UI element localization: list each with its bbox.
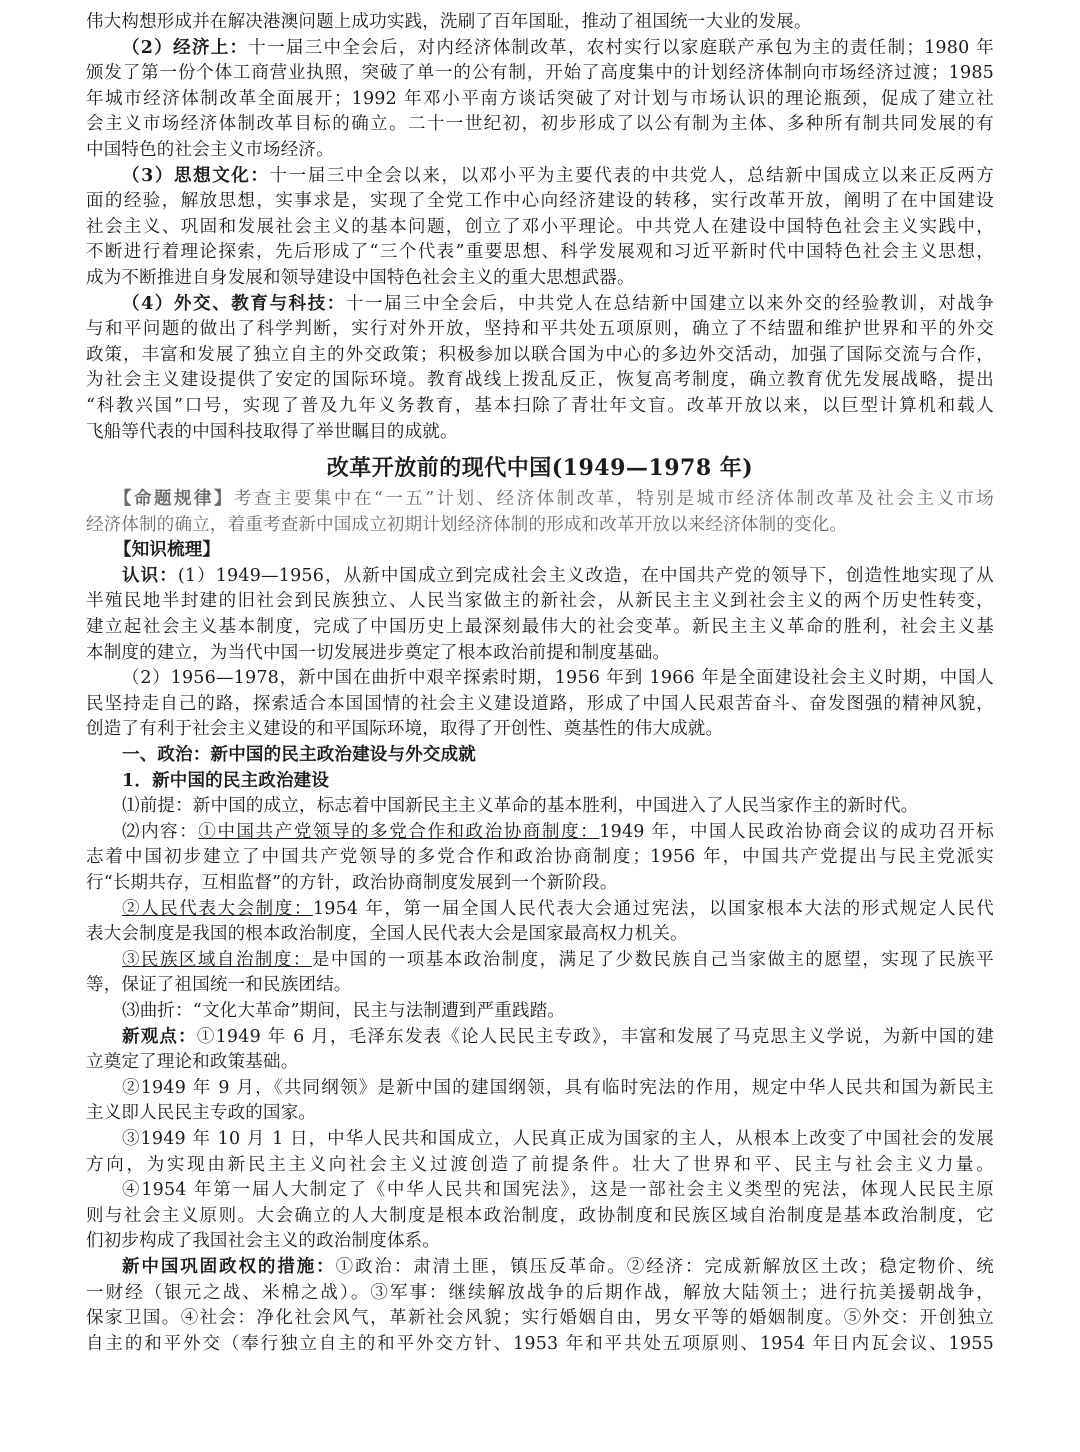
paragraph-line: 方向，为实现由新民主主义向社会主义过渡创造了前提条件。壮大了世界和平、民主与社会主义力量。	[86, 1154, 994, 1175]
renshi-paragraph: 认识：(1）1949—1956，从新中国成立到完成社会主义改造，在中国共产党的领导下，创造性地实现了从	[122, 565, 994, 586]
paragraph-line: 行“长期共存，互相监督”的方针，政治协商制度发展到一个新阶段。	[86, 873, 618, 893]
paragraph-line: 为社会主义建设提供了安定的国际环境。教育战线上拨乱反正，恢复高考制度，确立教育优先发展战略，提出	[86, 370, 994, 391]
paragraph-line: 飞船等代表的中国科技取得了举世瞩目的成就。	[86, 421, 458, 442]
paragraph-line: 年城市经济体制改革全面展开；1992 年邓小平南方谈话突破了对计划与市场认识的理论瓶颈，促成了建立社	[86, 88, 994, 109]
qianti-line: ⑴前提：新中国的成立，标志着中国新民主主义革命的基本胜利，中国进入了人民当家作主的新时代。	[122, 796, 919, 817]
paragraph-line: 自主的和平外交（奉行独立自主的和平外交方针、1953 年和平共处五项原则、1954 年日内瓦会议、1955	[86, 1333, 994, 1354]
paragraph-line: 中国特色的社会主义市场经济。	[86, 139, 334, 160]
paragraph-line: 颁发了第一份个体工商营业执照，突破了单一的公有制，开始了高度集中的计划经济体制向市场经济过渡；1985	[86, 63, 994, 84]
cppcc-system-label: ①中国共产党领导的多党合作和政治协商制度：	[198, 821, 600, 842]
paragraph-line: 则与社会主义原则。大会确立的人大制度是根本政治制度，政协制度和民族区域自治制度是基本政治制度，它	[86, 1205, 994, 1226]
neirong-paragraph: ⑵内容：①中国共产党领导的多党合作和政治协商制度：1949 年，中国人民政治协商会议的成功召开标	[122, 821, 994, 842]
minzu-paragraph: ③民族区域自治制度：是中国的一项基本政治制度，满足了少数民族自己当家做主的愿望，实现了民族平	[122, 949, 994, 970]
zhishi-label: 【知识梳理】	[114, 540, 221, 561]
ethnic-autonomy-label: ③民族区域自治制度：	[122, 949, 312, 970]
economy-paragraph: （2）经济上：十一届三中全会后，对内经济体制改革，农村实行以家庭联产承包为主的责任制；1980 年	[122, 37, 994, 58]
paragraph-line: 面的经验，解放思想，实事求是，实现了全党工作中心向经济建设的转移，实行改革开放，阐明了在中国建设	[86, 191, 994, 212]
paragraph-line: 会主义市场经济体制改革目标的确立。二十一世纪初，初步形成了以公有制为主体、多种所有制共同发展的有	[86, 114, 994, 135]
paragraph-line: 创造了有利于社会主义建设的和平国际环境，取得了开创性、奠基性的伟大成就。	[86, 719, 724, 740]
paragraph-line: 伟大构想形成并在解决港澳问题上成功实践，洗刷了百年国耻，推动了祖国统一大业的发展。	[86, 12, 812, 32]
xinguandian-label: 新观点：	[122, 1026, 197, 1047]
paragraph-line: 社会主义、巩固和发展社会主义的基本问题，创立了邓小平理论。中共党人在建设中国特色社会主义实践中，	[86, 216, 994, 237]
mingti-paragraph: 【命题规律】考查主要集中在“一五”计划、经济体制改革，特别是城市经济体制改革及社会主义市场	[114, 489, 994, 510]
heading-politics: 一、政治：新中国的民主政治建设与外交成就	[122, 745, 476, 766]
economy-label: （2）经济上：	[122, 37, 249, 58]
npc-system-label: ②人民代表大会制度：	[122, 898, 313, 919]
paragraph-line: 不断进行着理论探索，先后形成了“三个代表”重要思想、科学发展观和习近平新时代中国特色社会主义思想，	[86, 242, 994, 263]
paragraph-line: 保家卫国。④社会：净化社会风气，革新社会风貌；实行婚姻自由，男女平等的婚姻制度。⑤外交：开创独立	[86, 1308, 994, 1329]
section-title: 改革开放前的现代中国(1949—1978 年)	[326, 455, 754, 482]
paragraph-line: 半殖民地半封建的旧社会到民族独立、人民当家做主的新社会，从新民主主义到社会主义的两个历史性转变，	[86, 591, 994, 612]
cuoshi-label: 新中国巩固政权的措施：	[122, 1256, 336, 1277]
cuoshi-paragraph: 新中国巩固政权的措施：①政治：肃清土匪，镇压反革命。②经济：完成新解放区土改；稳定物价、统	[122, 1256, 994, 1277]
paragraph-line: 主义即人民民主专政的国家。	[86, 1103, 317, 1124]
paragraph-line: 政策，丰富和发展了独立自主的外交政策；积极参加以联合国为中心的多边外交活动，加强了国际交流与合作，	[86, 344, 994, 365]
paragraph-line: ④1954 年第一届人大制定了《中华人民共和国宪法》，这是一部社会主义类型的宪法，体现人民民主原	[122, 1180, 994, 1201]
paragraph-line: 表大会制度是我国的根本政治制度，全国人民代表大会是国家最高权力机关。	[86, 924, 688, 945]
paragraph-line: 本制度的建立，为当代中国一切发展进步奠定了根本政治前提和制度基础。	[86, 642, 671, 663]
paragraph-line: 民坚持走自己的路，探索适合本国国情的社会主义建设道路，形成了中国人民艰苦奋斗、奋发图强的精神风貌，	[86, 693, 994, 714]
renshi2-paragraph: （2）1956—1978，新中国在曲折中艰辛探索时期，1956 年到 1966 年是全面建设社会主义时期，中国人	[122, 668, 994, 689]
paragraph-line: 经济体制的确立，着重考查新中国成立初期计划经济体制的形成和改革开放以来经济体制的变化。	[86, 514, 848, 535]
paragraph-line: 一财经（银元之战、米棉之战）。③军事：继续解放战争的后期作战，解放大陆领土；进行抗美援朝战争，	[86, 1282, 994, 1303]
paragraph-line: 们初步构成了我国社会主义的政治制度体系。	[86, 1231, 440, 1252]
renshi-label: 认识：	[122, 565, 178, 586]
paragraph-line: ②1949 年 9 月，《共同纲领》是新中国的建国纲领，具有临时宪法的作用，规定中华人民共和国为新民主	[122, 1077, 994, 1098]
xinguandian-paragraph: 新观点：①1949 年 6 月，毛泽东发表《论人民民主专政》，丰富和发展了马克思主义学说，为新中国的建	[122, 1026, 994, 1047]
thought-paragraph: （3）思想文化：十一届三中全会以来，以邓小平为主要代表的中共党人，总结新中国成立以来正反两方	[122, 165, 994, 186]
thought-label: （3）思想文化：	[122, 165, 270, 186]
paragraph-line: 与和平问题的做出了科学判断，实行对外开放，坚持和平共处五项原则，确立了不结盟和维护世界和平的外交	[86, 319, 994, 340]
paragraph-line: 立奠定了理论和政策基础。	[86, 1052, 299, 1073]
paragraph-line: 等，保证了祖国统一和民族团结。	[86, 975, 352, 996]
paragraph-line: ③1949 年 10 月 1 日，中华人民共和国成立，人民真正成为国家的主人，从根本上改变了中国社会的发展	[122, 1128, 994, 1149]
paragraph-line: 建立起社会主义基本制度，完成了中国历史上最深刻最伟大的社会变革。新民主主义革命的胜利，社会主义基	[86, 617, 994, 638]
paragraph-line: “科教兴国”口号，实现了普及九年义务教育，基本扫除了青壮年文盲。改革开放以来，以巨型计算机和载人	[86, 395, 994, 416]
diplomacy-label: （4）外交、教育与科技：	[122, 293, 346, 314]
paragraph-line: 成为不断推进自身发展和领导建设中国特色社会主义的重大思想武器。	[86, 267, 635, 288]
mingti-label: 【命题规律】	[114, 489, 234, 510]
diplomacy-paragraph: （4）外交、教育与科技：十一届三中全会后，中共党人在总结新中国建立以来外交的经验教训，对战争	[122, 293, 994, 314]
paragraph-line: 志着中国初步建立了中国共产党领导的多党合作和政治协商制度；1956 年，中国共产党提出与民主党派实	[86, 847, 994, 868]
quzhe-line: ⑶曲折：“文化大革命”期间，民主与法制遭到严重践踏。	[122, 1000, 566, 1021]
renda-paragraph: ②人民代表大会制度：1954 年，第一届全国人民代表大会通过宪法，以国家根本大法的形式规定人民代	[122, 898, 994, 919]
heading-democracy: 1．新中国的民主政治建设	[122, 770, 330, 791]
